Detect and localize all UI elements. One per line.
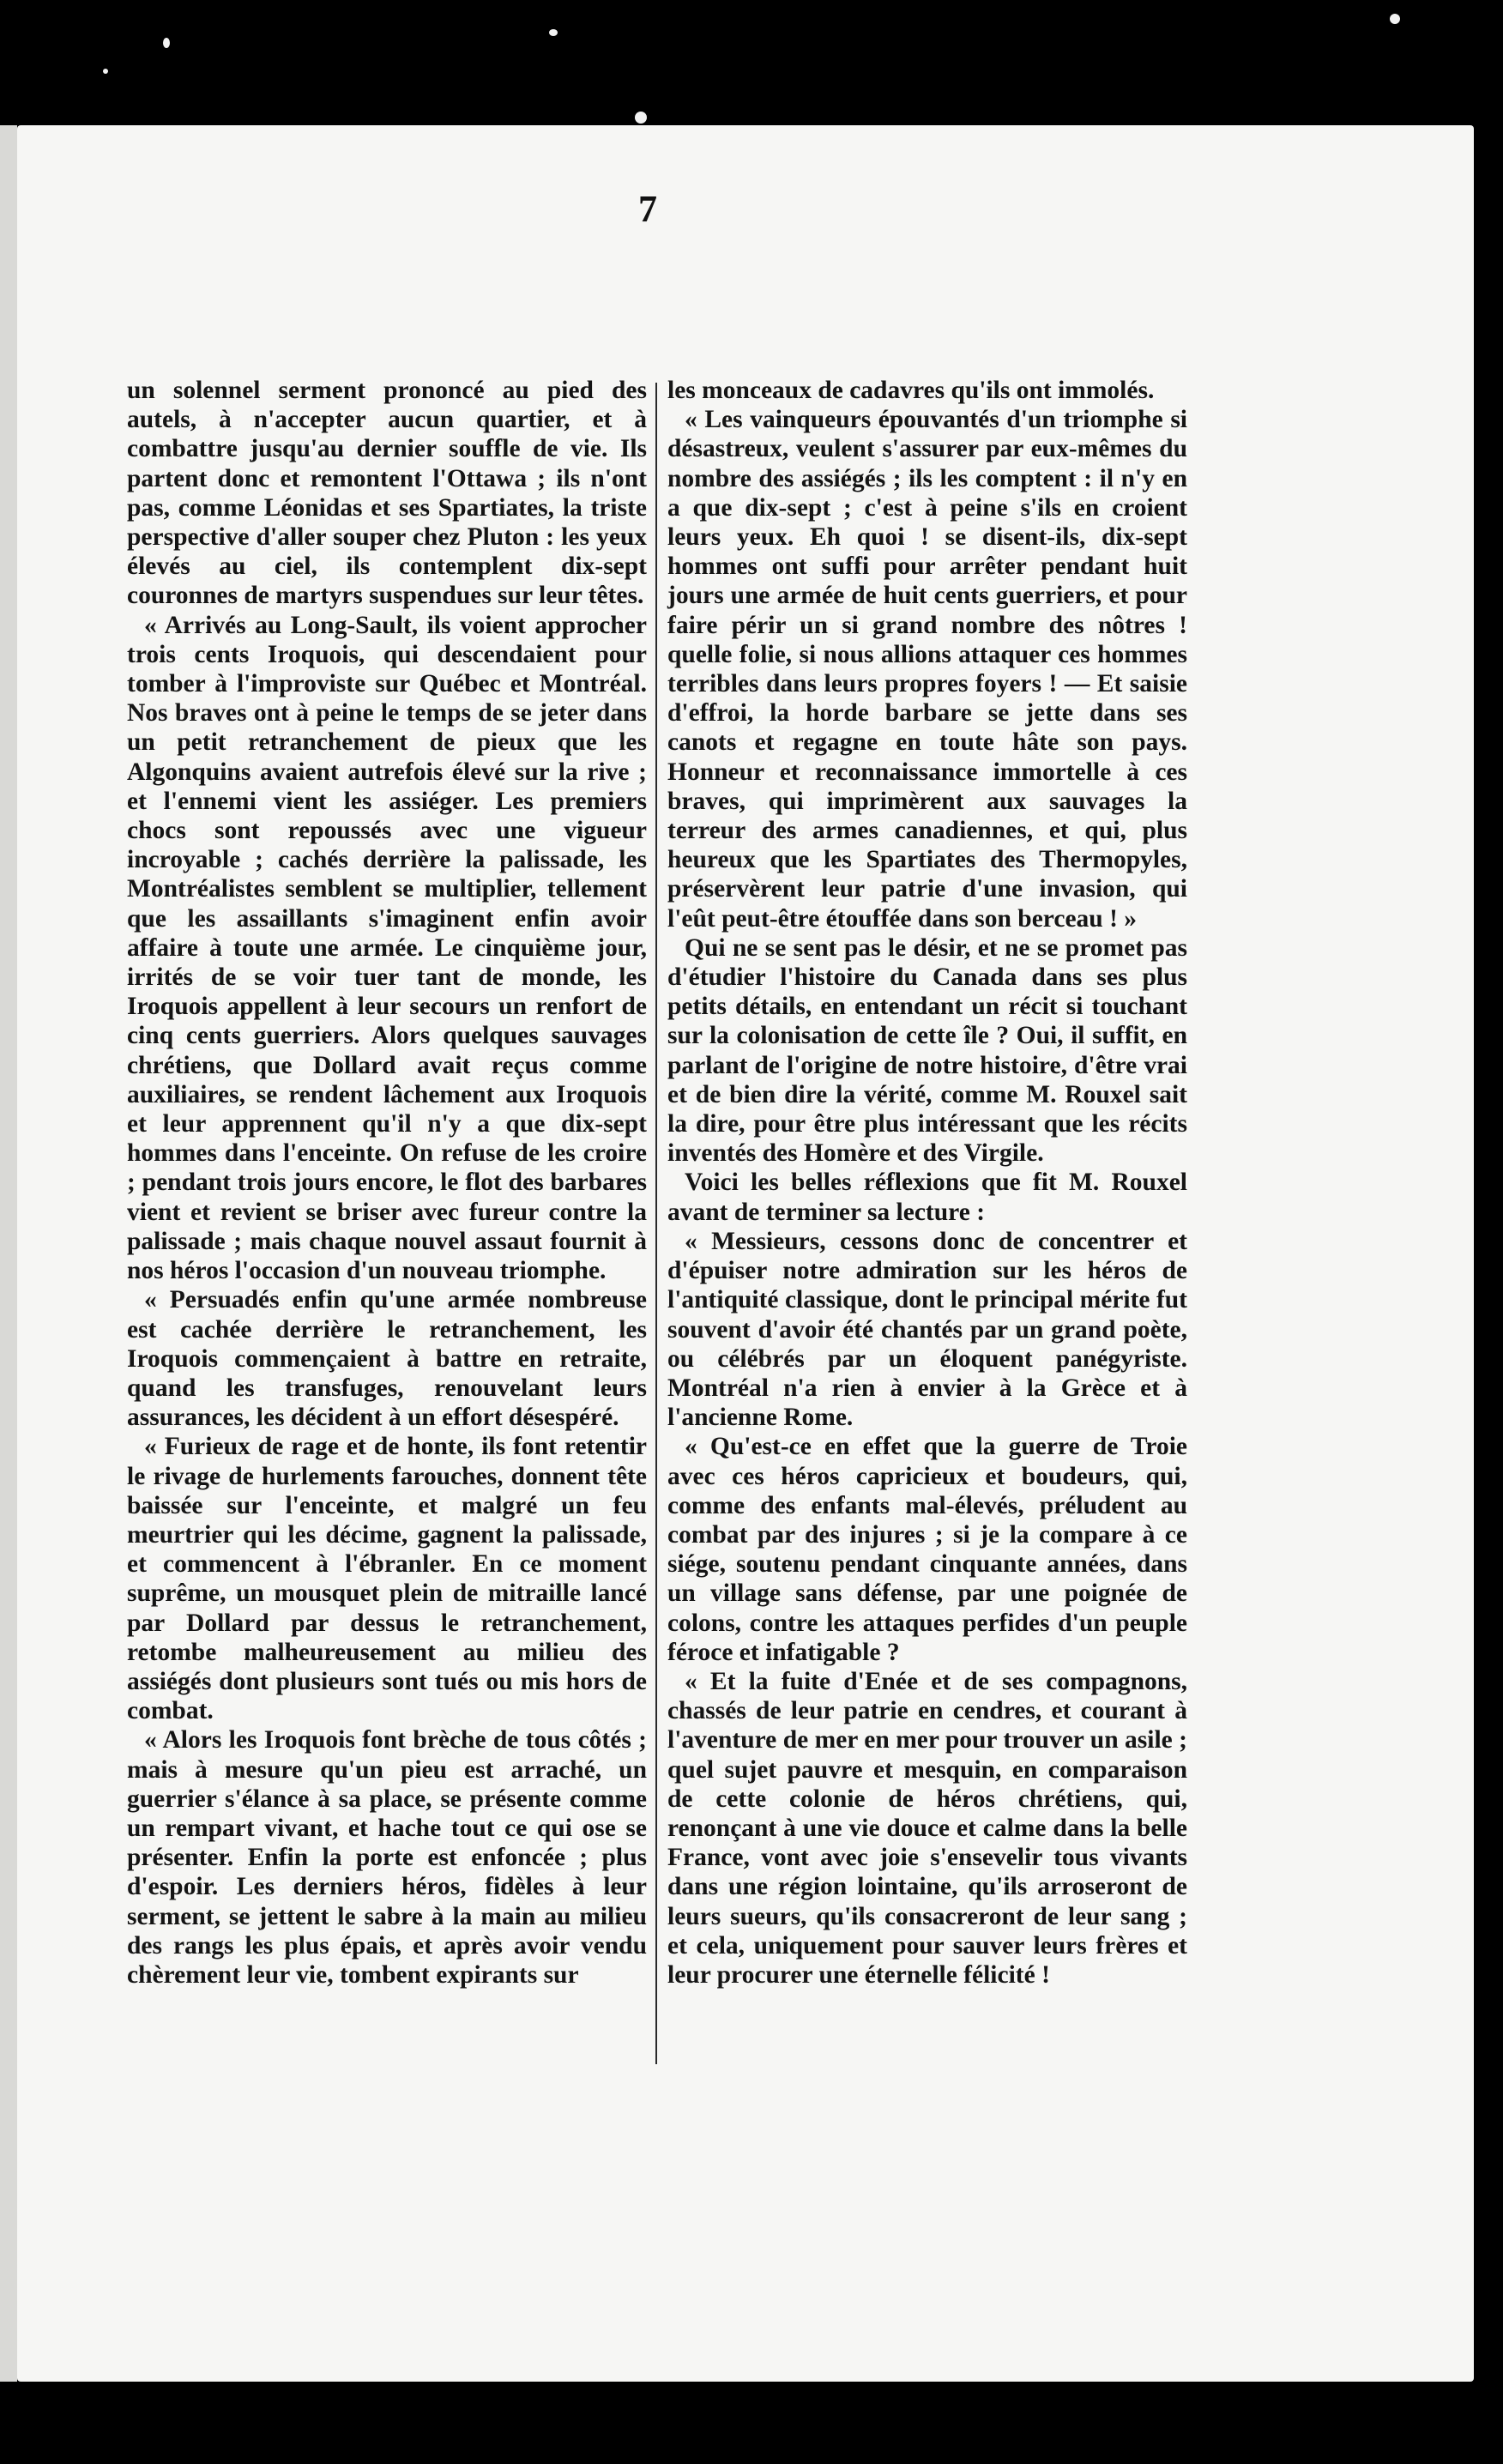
paragraph: Qui ne se sent pas le désir, et ne se promet pas d'étudier l'histoire du Canada dans ses plus petits détails, en entendant un récit si touchant sur la colonisation de cette île ? Oui, il suffit, en parlant de l'origine de notre histoire, d'être vrai et de bien dire la vérité, comme M. Rouxel sait la dire, pour être plus intéressant que les récits inventés des Homère et des Virgile. <box>667 933 1187 1168</box>
scan-speck <box>163 38 170 48</box>
column-divider <box>655 383 657 2064</box>
paragraph: « Alors les Iroquois font brèche de tous côtés ; mais à mesure qu'un pieu est arraché, un guerrier s'élance à sa place, se présente comme un rempart vivant, et hache tout ce qui ose se présenter. Enfin la porte est enfoncée ; plus d'espoir. Les derniers héros, fidèles à leur serment, se jettent le sabre à la main au milieu des rangs les plus épais, et après avoir vendu chèrement leur vie, tombent expirants sur <box>127 1726 647 1989</box>
paragraph: un solennel serment prononcé au pied des autels, à n'accepter aucun quartier, et à combattre jusqu'au dernier souffle de vie. Ils partent donc et remontent l'Ottawa ; ils n'ont pas, comme Léonidas et ses Spartiates, la triste perspective d'aller souper chez Pluton : les yeux élevés au ciel, ils contemplent dix-sept couronnes de martyrs suspendues sur leur têtes. <box>127 377 647 610</box>
adjacent-page-edge <box>0 125 17 2382</box>
right-column <box>667 376 1187 1990</box>
paragraph: « Qu'est-ce en effet que la guerre de Troie avec ces héros capricieux et boudeurs, qui, comme des enfants mal-élevés, préludent au combat par des injures ; si je la compare à ce siége, soutenu pendant cinquante années, dans un village sans défense, par une poignée de colons, contre les attaques perfides d'un peuple féroce et infatigable ? <box>667 1433 1187 1666</box>
scan-speck <box>103 69 108 74</box>
paragraph: « Messieurs, cessons donc de concentrer et d'épuiser notre admiration sur les héros de l'antiquité classique, dont le principal mérite fut souvent d'avoir été chantés par un grand poète, ou célébrés par un éloquent panégyriste. Montréal n'a rien à envier à la Grèce et à l'ancienne Rome. <box>667 1227 1187 1432</box>
paragraph: les monceaux de cadavres qu'ils ont immolés. <box>667 377 1155 404</box>
left-column <box>127 376 647 1990</box>
paragraph: « Arrivés au Long-Sault, ils voient approcher trois cents Iroquois, qui descendaient pour tomber à l'improviste sur Québec et Montréal. Nos braves ont à peine le temps de se jeter dans un petit retranchement de pieux que les Algonquins avaient autrefois élevé sur la rive ; et l'ennemi vient les assiéger. Les premiers chocs sont repoussés avec une vigueur incroyable ; cachés derrière la palissade, les Montréalistes semblent se multiplier, tellement que les assaillants s'imaginent enfin avoir affaire à toute une armée. Le cinquième jour, irrités de se voir tuer tant de monde, les Iroquois appellent à leur secours un renfort de cinq cents guerriers. Alors quelques sauvages chrétiens, que Dollard avait reçus comme auxiliaires, se rendent lâchement aux Iroquois et leur apprennent qu'il n'y a que dix-sept hommes dans l'enceinte. On refuse de les croire ; pendant trois jours encore, le flot des barbares vient et revient se briser avec fureur contre la palissade ; mais chaque nouvel assaut fournit à nos héros l'occasion d'un nouveau triomphe. <box>127 611 647 1285</box>
paragraph: « Furieux de rage et de honte, ils font retentir le rivage de hurlements farouches, donnent tête baissée sur l'enceinte, et malgré un feu meurtrier qui les décime, gagnent la palissade, et commencent à l'ébranler. En ce moment suprême, un mousquet plein de mitraille lancé par Dollard par dessus le retranchement, retombe malheureusement au milieu des assiégés dont plusieurs sont tués ou mis hors de combat. <box>127 1433 647 1725</box>
page-number: 7 <box>638 188 657 230</box>
paragraph: Voici les belles réflexions que fit M. Rouxel avant de terminer sa lecture : <box>667 1169 1187 1226</box>
paragraph: « Et la fuite d'Enée et de ses compagnons, chassés de leur patrie en cendres, et courant à l'aventure de mer en mer pour trouver un asile ; quel sujet pauvre et mesquin, en comparaison de cette colonie de héros chrétiens, qui, renonçant à une vie douce et calme dans la belle France, vont avec joie s'ensevelir tous vivants dans une région lointaine, qu'ils arroseront de leurs sueurs, qu'ils consacreront de leur sang ; et cela, uniquement pour sauver leurs frères et leur procurer une éternelle félicité ! <box>667 1667 1187 1989</box>
scan-speck <box>549 29 558 36</box>
paragraph: « Persuadés enfin qu'une armée nombreuse est cachée derrière le retranchement, les Iroquois commençaient à battre en retraite, quand les transfuges, renouvelant leurs assurances, les décident à un effort désespéré. <box>127 1286 647 1432</box>
scan-speck <box>1390 14 1400 24</box>
scan-speck <box>635 112 647 124</box>
paragraph: « Les vainqueurs épouvantés d'un triomphe si désastreux, veulent s'assurer par eux-mêmes du nombre des assiégés ; ils les comptent : il n'y en a que dix-sept ; c'est à peine s'ils en croient leurs yeux. Eh quoi ! se disent-ils, dix-sept hommes ont suffi pour arrêter pendant huit jours une armée de huit cents guerriers, et pour faire périr un si grand nombre des nôtres ! quelle folie, si nous allions attaquer ces hommes terribles dans leurs propres foyers ! — Et saisie d'effroi, la horde barbare se jette dans ses canots et regagne en toute hâte son pays. Honneur et reconnaissance immortelle à ces braves, qui imprimèrent aux sauvages la terreur des armes canadiennes, et qui, plus heureux que les Spartiates des Thermopyles, préservèrent leur patrie d'une invasion, qui l'eût peut-être étouffée dans son berceau ! » <box>667 406 1187 933</box>
